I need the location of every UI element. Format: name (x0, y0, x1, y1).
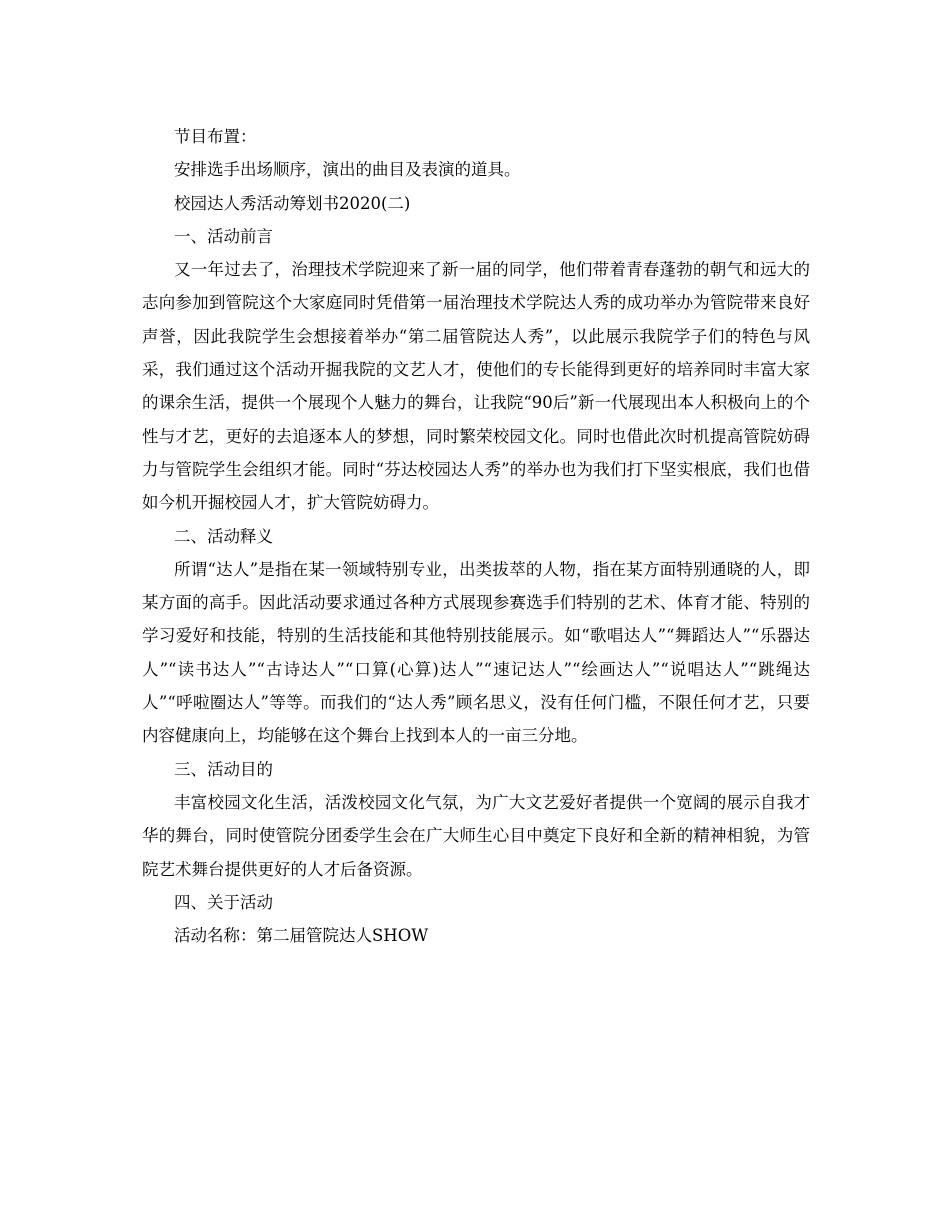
paragraph-program-arrangement-detail: 安排选手出场顺序，演出的曲目及表演的道具。 (174, 160, 521, 180)
paragraph-preface: 又一年过去了，治理技术学院迎来了新一届的同学，他们带着青春蓬勃的朝气和远大的志向参加到管院这个大家庭同时凭借第一届治理技术学院达人秀的成功举办为管院带来良好声誉，因此我院学生会想接着举办“第二届管院达人秀”，以此展示我院学子们的特色与风采，我们通过这个活动开掘我院的文艺人才，使他们的专长能得到更好的培养同时丰富大家的课余生活，提供一个展现个人魅力的舞台，让我院“90后”新一代展现出本人积极向上的个性与才艺，更好的去追逐本人的梦想，同时繁荣校园文化。同时也借此次时机提高管院妨碍力与管院学生会组织才能。同时“芬达校园达人秀”的举办也为我们打下坚实根底，我们也借如今机开掘校园人才，扩大管院妨碍力。 (142, 260, 810, 513)
section-heading-purpose: 三、活动目的 (174, 759, 273, 779)
document-body (142, 120, 810, 952)
section-heading-definition: 二、活动释义 (174, 526, 273, 546)
document-title: 校园达人秀活动筹划书2020(二) (174, 193, 411, 213)
paragraph-activity-name: 活动名称：第二届管院达人SHOW (174, 926, 429, 946)
paragraph-program-arrangement: 节目布置： (174, 127, 257, 146)
paragraph-definition: 所谓“达人”是指在某一领域特别专业，出类拔萃的人物，指在某方面特别通晓的人，即某方面的高手。因此活动要求通过各种方式展现参赛选手们特别的艺术、体育才能、特别的学习爱好和技能，特别的生活技能和其他特别技能展示。如“歌唱达人”“舞蹈达人”“乐器达人”“读书达人”“古诗达人”“口算(心算)达人”“速记达人”“绘画达人”“说唱达人”“跳绳达人”“呼啦圈达人”等等。而我们的“达人秀”顾名思义，没有任何门槛，不限任何才艺，只要内容健康向上，均能够在这个舞台上找到本人的一亩三分地。 (142, 559, 810, 746)
section-heading-about: 四、关于活动 (174, 892, 273, 912)
section-heading-preface: 一、活动前言 (174, 226, 273, 246)
paragraph-purpose: 丰富校园文化生活，活泼校园文化气氛，为广大文艺爱好者提供一个宽阔的展示自我才华的舞台，同时使管院分团委学生会在广大师生心目中奠定下良好和全新的精神相貌，为管院艺术舞台提供更好的人才后备资源。 (142, 792, 810, 879)
